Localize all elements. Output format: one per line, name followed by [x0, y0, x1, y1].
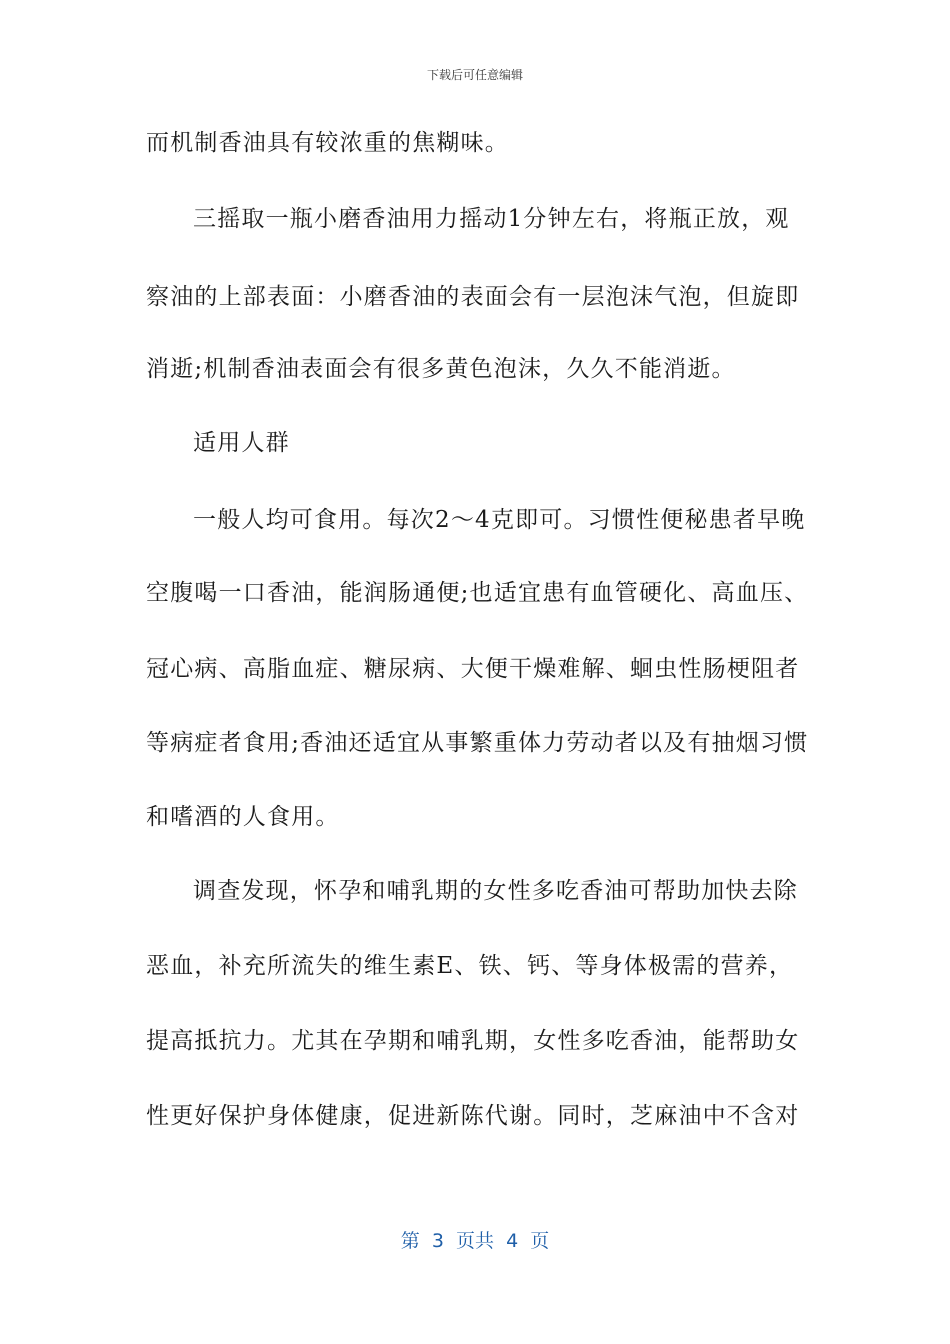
text-line: 恶血，补充所流失的维生素E、铁、钙、等身体极需的营养， — [146, 953, 794, 979]
text-line: 和嗜酒的人食用。 — [146, 804, 340, 830]
text-line: 察油的上部表面：小磨香油的表面会有一层泡沫气泡，但旋即 — [146, 284, 800, 310]
text-line: 冠心病、高脂血症、糖尿病、大便干燥难解、蛔虫性肠梗阻者 — [146, 656, 800, 682]
text-line: 空腹喝一口香油，能润肠通便;也适宜患有血管硬化、高血压、 — [146, 580, 809, 606]
page-header: 下载后可任意编辑 — [426, 68, 523, 82]
text-line: 调查发现，怀孕和哺乳期的女性多吃香油可帮助加快去除 — [193, 878, 798, 904]
text-line: 提高抵抗力。尤其在孕期和哺乳期，女性多吃香油，能帮助女 — [146, 1028, 800, 1054]
text-line: 一般人均可食用。每次2～4克即可。习惯性便秘患者早晚 — [193, 507, 806, 533]
section-heading: 适用人群 — [193, 430, 290, 456]
text-line: 等病症者食用;香油还适宜从事繁重体力劳动者以及有抽烟习惯 — [146, 730, 809, 756]
text-line: 消逝;机制香油表面会有很多黄色泡沫，久久不能消逝。 — [146, 356, 736, 382]
text-line: 性更好保护身体健康，促进新陈代谢。同时，芝麻油中不含对 — [146, 1103, 800, 1129]
text-line: 而机制香油具有较浓重的焦糊味。 — [146, 130, 509, 156]
page-number-footer: 第 3 页共 4 页 — [400, 1230, 550, 1252]
text-line: 三摇取一瓶小磨香油用力摇动1分钟左右，将瓶正放，观 — [193, 206, 790, 232]
